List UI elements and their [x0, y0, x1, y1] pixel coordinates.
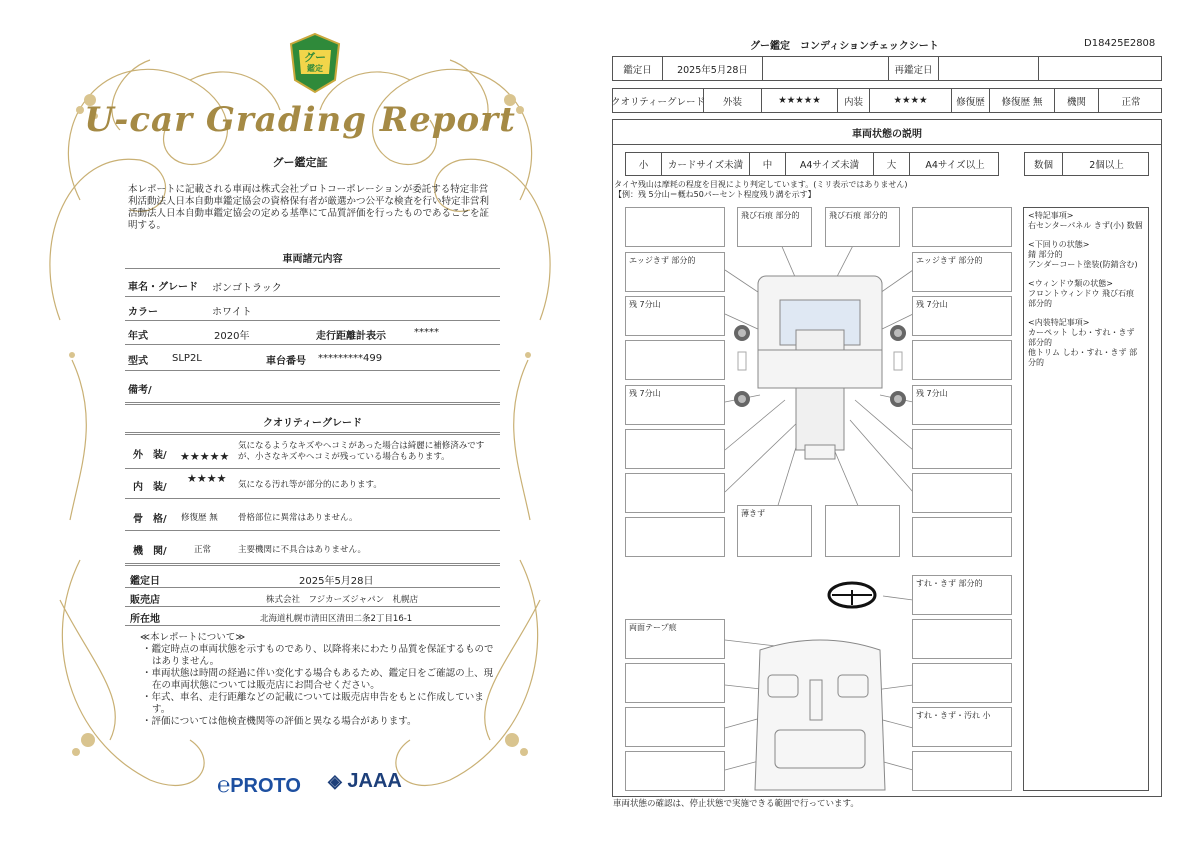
interior-heading: <内装特記事項> [1028, 318, 1090, 327]
panel-right-1 [912, 207, 1012, 247]
svg-text:グー: グー [304, 51, 326, 64]
divider [125, 530, 500, 531]
panel-right-4 [912, 340, 1012, 380]
frame-label: 骨 格/ [133, 514, 167, 525]
panel-right-6 [912, 429, 1012, 469]
notes-heading: ≪本レポートについて≫ [140, 632, 246, 643]
engine-label: 機関 [1055, 89, 1099, 112]
panel-bottom-left: 薄きず [737, 505, 812, 557]
panel-top-mid-left: 飛び石痕 部分的 [737, 207, 812, 247]
panel-right-11 [912, 663, 1012, 703]
divider [125, 402, 500, 405]
legend-medium-desc: A4サイズ未満 [786, 153, 874, 175]
panel-right-10 [912, 619, 1012, 659]
window-text: フロントウィンドウ 飛び石痕 部分的 [1028, 289, 1135, 308]
dealer-label: 販売店 [130, 595, 160, 606]
panel-right-edge: エッジきず 部分的 [912, 252, 1012, 292]
frame-text: 骨格部位に異常はありません。 [238, 513, 358, 523]
proto-logo: ℮PROTO [217, 772, 301, 797]
panel-interior-right: すれ・きず・汚れ 小 [912, 707, 1012, 747]
divider [125, 432, 500, 435]
panel-left-tyre-front: 残 7分山 [625, 296, 725, 336]
divider [125, 587, 500, 588]
date-label: 鑑定日 [613, 57, 663, 80]
panel-left-10 [625, 663, 725, 703]
tyre-note-line: タイヤ残山は摩耗の程度を目視により判定しています。(ミリ表示ではありません) [614, 180, 908, 189]
appraisal-date-value: 2025年5月28日 [299, 576, 374, 587]
engine-value: 正常 [1121, 96, 1141, 108]
engine-label: 機 関/ [133, 546, 167, 557]
svg-text:鑑定: 鑑定 [307, 64, 323, 73]
panel-left-7 [625, 473, 725, 513]
panel-right-13 [912, 751, 1012, 791]
divider [125, 370, 500, 371]
chassis-value: *********499 [318, 353, 383, 364]
sheet-id: D18425E2808 [1084, 38, 1156, 49]
color-value: ホワイト [212, 307, 252, 318]
under-heading: <下回りの状態> [1028, 240, 1090, 249]
panel-left-edge: エッジきず 部分的 [625, 252, 725, 292]
panel-left-4 [625, 340, 725, 380]
model-value: SLP2L [172, 353, 202, 364]
panel-bottom-right [825, 505, 900, 557]
car-name-value: ボンゴトラック [212, 283, 282, 294]
divider [125, 625, 500, 626]
legend-count-desc: 2個以上 [1089, 160, 1124, 171]
divider [125, 606, 500, 607]
note-item: ・車両状態は時間の経過に伴い変化する場合もあるため、鑑定日をご確認の上、現在の車両状態については販売店にお問合せください。 [142, 668, 494, 691]
color-label: カラー [128, 307, 158, 318]
engine-text: 主要機関に不具合はありません。 [238, 545, 367, 555]
note-item: ・評価については他検査機関等の評価と異なる場合があります。 [142, 716, 417, 727]
year-label: 年式 [128, 331, 148, 342]
repair-value: 修復歴 無 [990, 89, 1055, 112]
sheet-title: グー鑑定 コンディションチェックシート [750, 41, 939, 52]
engine-value: 正常 [194, 545, 212, 555]
specs-title: 車両諸元内容 [282, 254, 343, 265]
exterior-stars: ★★★★★ [762, 89, 838, 112]
panel-interior-left: 両面テープ痕 [625, 619, 725, 659]
interior-stars: ★★★★ [870, 89, 952, 112]
special-heading: <特記事項> [1028, 211, 1074, 220]
interior-text: 気になる汚れ等が部分的にあります。 [238, 480, 382, 490]
panel-left-tyre-rear: 残 7分山 [625, 385, 725, 425]
certificate-body: 本レポートに記載される車両は株式会社プロトコーポレーションが委託する特定非営利活動法人日本自動車鑑定協会の資格保有者が厳選かつ公平な検査を行い特定非営利活動法人日本自動車鑑定協会の定める基準にて品質評価を行ったものであることを証明する。 [128, 184, 490, 231]
reappraisal-label: 再鑑定日 [889, 57, 939, 80]
footer-note: 車両状態の確認は、停止状態で実施できる範囲で行っています。 [613, 799, 859, 809]
quality-label: クオリティーグレード [613, 89, 704, 112]
panel-left-6 [625, 429, 725, 469]
goo-appraisal-emblem-icon [287, 32, 343, 94]
exterior-stars: ★★★★★ [180, 450, 230, 463]
legend-count: 数個 [1025, 153, 1063, 175]
panel-right-8 [912, 517, 1012, 557]
panel-right-tyre-front: 残 7分山 [912, 296, 1012, 336]
report-notes [140, 632, 500, 728]
address-label: 所在地 [130, 614, 160, 625]
condition-title: 車両状態の説明 [612, 119, 1162, 145]
interior-text: カーペット しわ・すれ・きず 部分的 [1028, 328, 1135, 347]
divider [125, 468, 500, 469]
interior-label: 内装 [838, 89, 870, 112]
mileage-label: 走行距離計表示 [316, 331, 386, 342]
certificate-title: グー鑑定証 [272, 156, 328, 169]
jaaa-logo: ◈ JAAA [328, 770, 402, 792]
divider [125, 563, 500, 566]
interior-text: 他トリム しわ・すれ・きず 部分的 [1028, 348, 1138, 367]
legend-large-desc: A4サイズ以上 [925, 160, 985, 171]
divider [125, 296, 500, 297]
description-box [1023, 207, 1149, 791]
divider [125, 498, 500, 499]
panel-right-tyre-rear: 残 7分山 [912, 385, 1012, 425]
mileage-value: ***** [414, 327, 439, 338]
panel-left-11 [625, 707, 725, 747]
panel-right-7 [912, 473, 1012, 513]
tyre-note-line: 【例：残 5分山＝概ね50パーセント程度残り溝を示す】 [614, 190, 816, 199]
divider [125, 344, 500, 345]
exterior-label: 外装 [704, 89, 762, 112]
dealer-value: 株式会社 フジカーズジャパン 札幌店 [266, 595, 419, 605]
report-title-script: U-car Grading Report [84, 100, 516, 140]
interior-label: 内 装/ [133, 482, 167, 493]
note-item: ・鑑定時点の車両状態を示すものであり、以降将来にわたり品質を保証するものではありません。 [142, 644, 494, 667]
exterior-text: 気になるようなキズやヘコミがあった場合は綺麗に補修済みですが、小さなキズやヘコミが残っている場合もあります。 [238, 441, 485, 462]
divider [125, 268, 500, 269]
date-value: 2025年5月28日 [663, 57, 763, 80]
legend-small: 小 [626, 153, 662, 175]
appraisal-date-label: 鑑定日 [130, 576, 160, 587]
legend-large: 大 [874, 153, 910, 175]
remarks-label: 備考/ [128, 385, 152, 396]
frame-value: 修復歴 無 [181, 513, 218, 523]
legend-small-desc: カードサイズ未満 [662, 153, 750, 175]
panel-left-12 [625, 751, 725, 791]
divider [125, 320, 500, 321]
window-heading: <ウィンドウ類の状態> [1028, 279, 1113, 288]
special-text: 右センターパネル きず(小) 数個 [1028, 221, 1143, 230]
note-item: ・年式、車名、走行距離などの記載については販売店申告をもとに作成しています。 [142, 692, 484, 715]
exterior-label: 外 装/ [133, 450, 167, 461]
panel-top-mid-right: 飛び石痕 部分的 [825, 207, 900, 247]
under-text: 錆 部分的 [1028, 250, 1063, 259]
panel-left-8 [625, 517, 725, 557]
repair-label: 修復歴 [952, 89, 990, 112]
panel-steering: すれ・きず 部分的 [912, 575, 1012, 615]
chassis-label: 車台番号 [266, 356, 306, 367]
year-value: 2020年 [214, 331, 250, 342]
interior-stars: ★★★★ [187, 472, 227, 485]
steering-wheel-icon [829, 583, 875, 607]
car-name-label: 車名・グレード [128, 282, 198, 293]
panel-left-1 [625, 207, 725, 247]
under-text: アンダーコート塗装(防錆含む) [1028, 260, 1138, 269]
address-value: 北海道札幌市清田区清田二条2丁目16-1 [260, 614, 413, 624]
legend-medium: 中 [750, 153, 786, 175]
model-label: 型式 [128, 356, 148, 367]
quality-title: クオリティーグレード [263, 418, 362, 429]
condition-check-sheet [600, 0, 1200, 848]
